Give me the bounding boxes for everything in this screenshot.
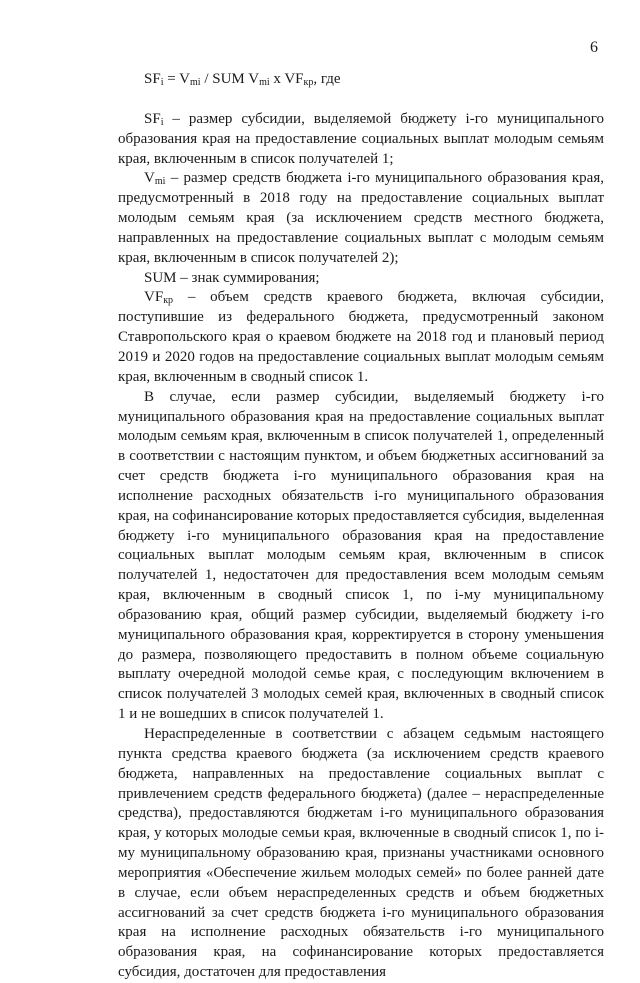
def-vf-symbol: VF: [144, 289, 164, 306]
formula-tail: , где: [313, 71, 341, 87]
document-body: [118, 70, 604, 983]
definition-sum: SUM – знак суммирования;: [144, 269, 320, 286]
def-sf-sub: i: [160, 116, 164, 128]
formula-kr-sub: кр: [303, 77, 314, 88]
formula-sf: SF: [144, 71, 161, 87]
formula-v-sub2: mi: [259, 77, 270, 88]
page-number: 6: [590, 39, 598, 56]
definition-sf: [118, 110, 604, 170]
def-v-sub: mi: [154, 176, 166, 188]
def-vf-text: – объем средств краевого бюджета, включая субсидии, поступившие из федерального бюджета, предусмотренный законом Ставропольского края о краевом бюджете на 2018 год и плановый период 2019 и 2020 годов на предоставление социальных выплат молодым семьям края, включенным в сводный список 1.: [118, 289, 604, 385]
paragraph-correction: В случае, если размер субсидии, выделяемый бюджету i-го муниципального образования края на предоставление социальных выплат молодым семьям края, включенным в список получателей 1, определенный в соответствии с настоящим пунктом, и объем бюджетных ассигнований за счет средств бюджета i-го муниципального образования края на исполнение расходных обязательств i-го муниципального образования края, на софинансирование которых предоставляется субсидия, выделенная бюджету i-го муниципального образования края на предоставление социальных выплат молодым семьям края, включенным в список получателей 1, недостаточен для предоставления всем молодым семьям края, включенным в сводный список 1, по i-му муниципальному образованию края, общий размер субсидии, выделяемый бюджету i-го муниципального образования края, корректируется в сторону уменьшения до размера, позволяющего предоставить в полном объеме социальную выплату очередной молодой семье края, с последующим включением в список получателей 3 молодых семей края, включенных в сводный список 1 и не вошедших в список получателей 1.: [118, 388, 604, 723]
def-v-text: – размер средств бюджета i-го муниципального образования края, предусмотренный в 2018 году на предоставление социальных выплат молодым семьям края (за исключением средств местного бюджета, направленных на предоставление социальных выплат с молодым семьям края, включенным в список получателей 2);: [118, 170, 604, 266]
paragraph-unallocated-funds: Нераспределенные в соответствии с абзацем седьмым настоящего пункта средства краевого бюджета (за исключением средств краевого бюджета, направленных на предоставление социальных выплат с привлечением средств федерального бюджета) (далее – нераспределенные средства), предоставляются бюджетам i-го муниципального образования края, у которых молодые семьи края, включенные в сводный список 1, по i-му муниципальному образованию края, признаны участниками основного мероприятия «Обеспечение жильем молодых семей» по более ранней дате в случае, если объем нераспределенных средств и объем бюджетных ассигнований за счет средств бюджета i-го муниципального образования края на исполнение расходных обязательств i-го муниципального образования края, на софинансирование которых предоставляется субсидия, достаточен для предоставления: [118, 726, 604, 981]
definition-vf: [118, 288, 604, 387]
formula-sf-sub: i: [160, 77, 164, 88]
formula-times: x VF: [269, 71, 304, 87]
formula-div: / SUM V: [200, 71, 260, 87]
def-vf-sub: кр: [163, 295, 174, 307]
subsidy-formula: [118, 70, 604, 90]
def-v-symbol: V: [144, 170, 155, 187]
formula-eq: = V: [163, 71, 190, 87]
def-sf-text: – размер субсидии, выделяемой бюджету i-го муниципального образования края на предоставление социальных выплат молодым семьям края, включенным в список получателей 1;: [118, 110, 604, 167]
def-sf-symbol: SF: [144, 110, 161, 127]
definition-v: [118, 169, 604, 268]
formula-v-sub: mi: [190, 77, 201, 88]
